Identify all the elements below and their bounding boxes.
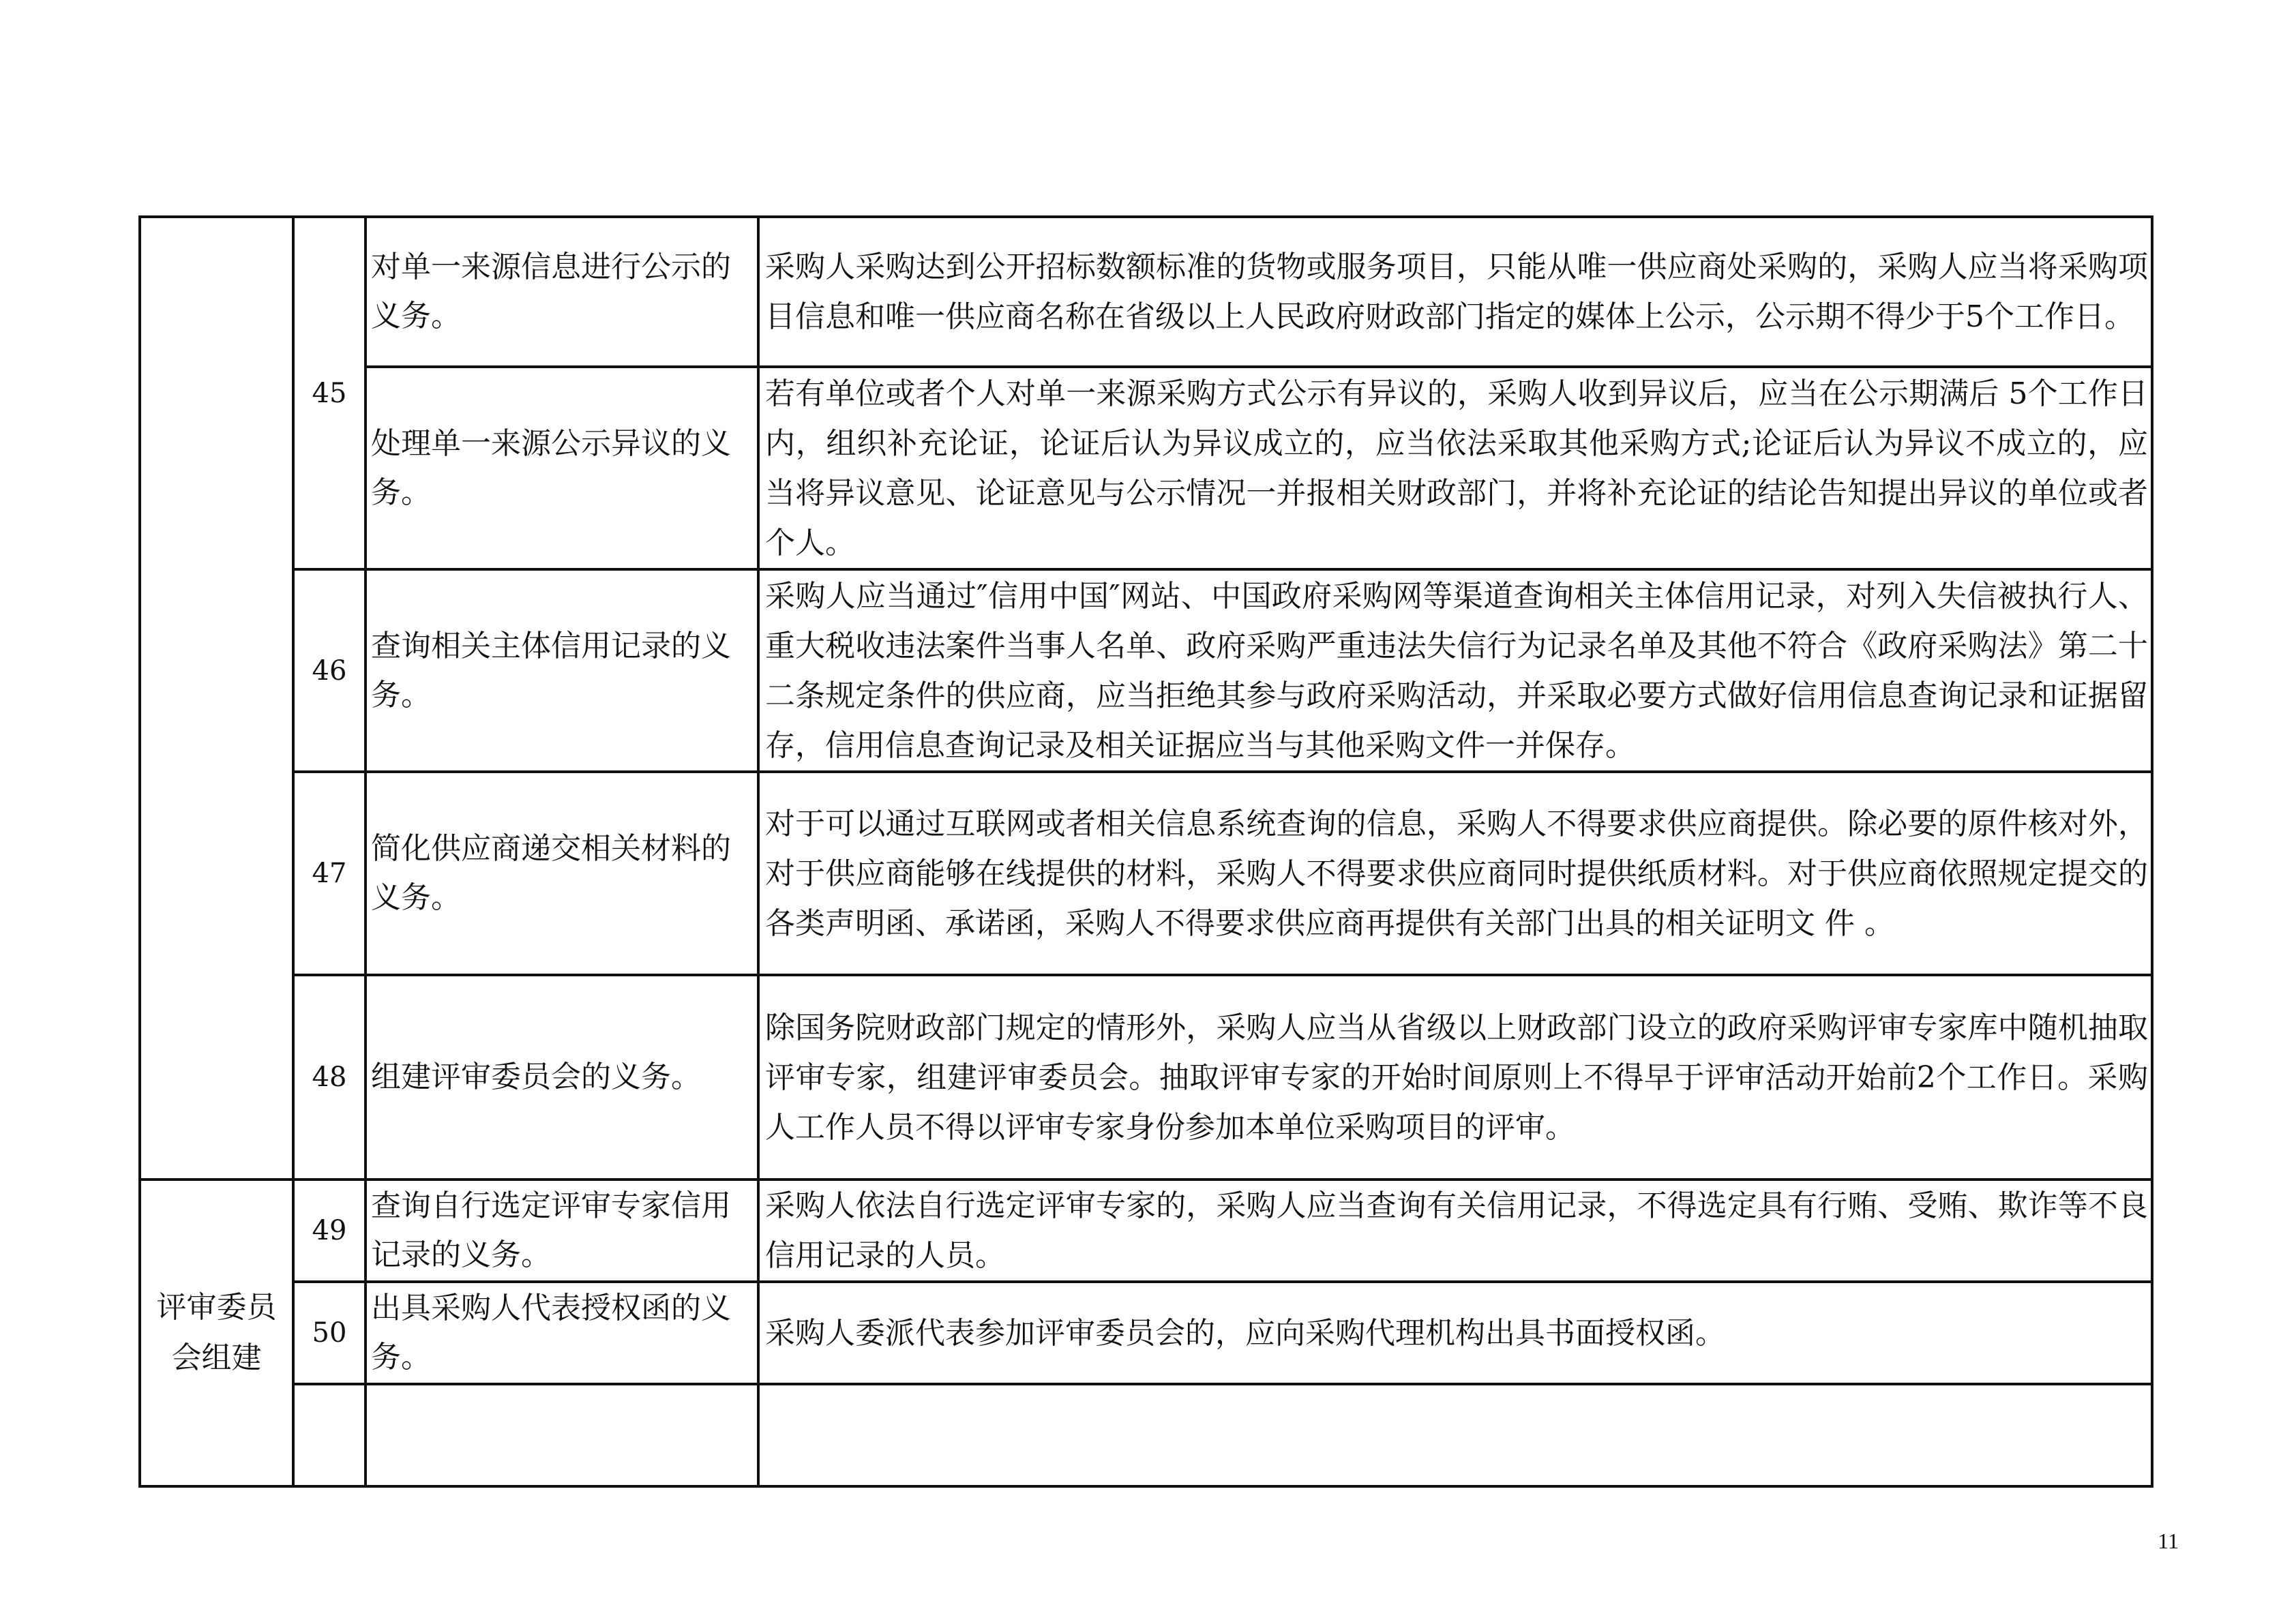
description-cell: 采购人应当通过″信用中国″网站、中国政府采购网等渠道查询相关主体信用记录，对列入失信被执行人、重大税收违法案件当事人名单、政府采购严重违法失信行为记录名单及其他不符合《政府采购法》第二十二条规定条件的供应商，应当拒绝其参与政府采购活动，并采取必要方式做好信用信息查询记录和证据留存，信用信息查询记录及相关证据应当与其他采购文件一并保存。 (758, 569, 2152, 772)
table-row (140, 569, 2152, 772)
table-row (140, 367, 2152, 569)
description-cell (758, 1384, 2152, 1486)
description-cell: 采购人采购达到公开招标数额标准的货物或服务项目，只能从唯一供应商处采购的，采购人应当将采购项目信息和唯一供应商名称在省级以上人民政府财政部门指定的媒体上公示，公示期不得少于5个工作日。 (758, 217, 2152, 367)
row-number (293, 1384, 366, 1486)
category-cell-previous (140, 217, 293, 1180)
duty-cell: 查询相关主体信用记录的义 务。 (366, 569, 758, 772)
page-number: 11 (2158, 1529, 2179, 1553)
duty-cell: 查询自行选定评审专家信用记录的义务。 (366, 1180, 758, 1282)
description-cell: 采购人委派代表参加评审委员会的，应向采购代理机构出具书面授权函。 (758, 1282, 2152, 1384)
table-row (140, 1282, 2152, 1384)
description-cell: 若有单位或者个人对单一来源采购方式公示有异议的，采购人收到异议后，应当在公示期满后 5个工作日内，组织补充论证，论证后认为异议成立的，应当依法采取其他采购方式;论证后认为异议不成立的，应当将异议意见、论证意见与公示情况一并报相关财政部门，并将补充论证的结论告知提出异议的单位或者个人。 (758, 367, 2152, 569)
table-row (140, 1180, 2152, 1282)
duty-cell: 出具采购人代表授权函的义 务。 (366, 1282, 758, 1384)
row-number: 48 (293, 975, 366, 1180)
description-cell: 对于可以通过互联网或者相关信息系统查询的信息，采购人不得要求供应商提供。除必要的原件核对外，对于供应商能够在线提供的材料，采购人不得要求供应商同时提供纸质材料。对于供应商依照规定提交的各类声明函、承诺函，采购人不得要求供应商再提供有关部门出具的相关证明文 件 。 (758, 772, 2152, 975)
duty-cell: 处理单一来源公示异议的义 务。 (366, 367, 758, 569)
description-cell: 采购人依法自行选定评审专家的，采购人应当查询有关信用记录，不得选定具有行贿、受贿、欺诈等不良信用记录的人员。 (758, 1180, 2152, 1282)
obligations-table (138, 215, 2153, 1488)
duty-cell: 对单一来源信息进行公示的义务。 (366, 217, 758, 367)
duty-cell: 简化供应商递交相关材料的义务。 (366, 772, 758, 975)
row-number: 45 (293, 217, 366, 569)
category-cell-evaluation: 评审委员会组建 (140, 1180, 293, 1486)
duty-cell (366, 1384, 758, 1486)
row-number: 46 (293, 569, 366, 772)
table-row (140, 975, 2152, 1180)
row-number: 49 (293, 1180, 366, 1282)
description-cell: 除国务院财政部门规定的情形外，采购人应当从省级以上财政部门设立的政府采购评审专家库中随机抽取评审专家，组建评审委员会。抽取评审专家的开始时间原则上不得早于评审活动开始前2个工作日。采购人工作人员不得以评审专家身份参加本单位采购项目的评审。 (758, 975, 2152, 1180)
row-number: 47 (293, 772, 366, 975)
duty-cell: 组建评审委员会的义务。 (366, 975, 758, 1180)
table-row (140, 217, 2152, 367)
row-number: 50 (293, 1282, 366, 1384)
table-row (140, 1384, 2152, 1486)
table-row (140, 772, 2152, 975)
